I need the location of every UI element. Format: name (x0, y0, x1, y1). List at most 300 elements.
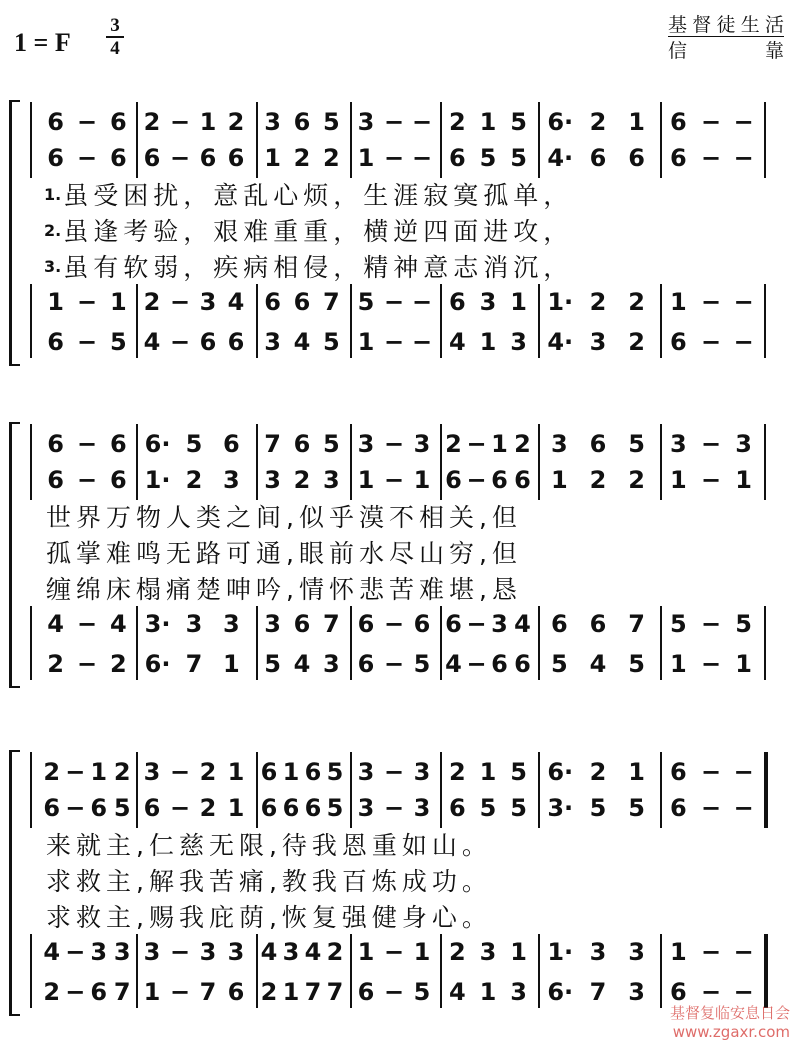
verse-number: 3. (44, 256, 62, 276)
note: 1 (357, 328, 375, 356)
barline (350, 752, 352, 828)
note: 6 (47, 466, 64, 494)
note: − (700, 938, 722, 966)
note: − (65, 938, 86, 966)
note: 6 (90, 978, 108, 1006)
barline (30, 424, 32, 500)
barline (538, 424, 540, 500)
note: 6 (357, 610, 375, 638)
note: 5 (109, 328, 127, 356)
note: 2 (589, 108, 607, 136)
note: 6 (199, 144, 217, 172)
note: 1 (479, 108, 497, 136)
note: 5 (322, 328, 340, 356)
note: 6 (282, 794, 300, 822)
note: − (169, 144, 191, 172)
note: − (383, 610, 405, 638)
note: 4 (304, 938, 322, 966)
note: 2 (143, 108, 161, 136)
note: 1 (227, 794, 245, 822)
note: 1· (547, 938, 574, 966)
note: 7 (322, 288, 340, 316)
barline (350, 934, 352, 1008)
note: − (169, 938, 191, 966)
note: 6 (445, 466, 462, 494)
note: 3 (413, 794, 431, 822)
note: − (383, 794, 405, 822)
note: 1 (413, 466, 431, 494)
note: 2 (227, 108, 245, 136)
lyric-text: 孤掌难鸣无路可通,眼前水尽山穷,但 (46, 539, 522, 568)
note: − (169, 794, 191, 822)
note: 5 (413, 978, 431, 1006)
note: 6 (448, 288, 466, 316)
note: 7 (589, 978, 607, 1006)
note: − (733, 794, 754, 822)
note: 6 (143, 794, 161, 822)
note: − (383, 758, 405, 786)
note: − (466, 610, 487, 638)
note: 2 (293, 466, 311, 494)
note: − (733, 758, 754, 786)
note: 3 (357, 108, 375, 136)
note: 3 (589, 328, 607, 356)
note: 1 (669, 938, 687, 966)
note: 6 (669, 328, 687, 356)
note: 6 (589, 610, 607, 638)
note: 6 (109, 108, 127, 136)
note: 1 (510, 288, 527, 316)
note: 3 (185, 610, 203, 638)
note: 2 (113, 758, 131, 786)
note: − (466, 650, 487, 678)
note: 3 (90, 938, 108, 966)
note: 5 (326, 758, 344, 786)
lyric-text: 虽受困扰，意乱心烦，生涯寂寞孤单， (63, 181, 574, 210)
note: 2 (293, 144, 311, 172)
note: 6 (628, 144, 645, 172)
system-bracket (9, 422, 20, 688)
note: − (169, 758, 191, 786)
note: 3 (669, 430, 687, 458)
note: − (700, 978, 722, 1006)
note: 3 (282, 938, 300, 966)
note: 6 (109, 466, 127, 494)
note: − (700, 466, 722, 494)
note: 3 (264, 466, 281, 494)
note: 6 (514, 466, 531, 494)
note: 6 (90, 794, 108, 822)
note: − (383, 288, 405, 316)
barline (30, 606, 32, 680)
note: 3 (413, 430, 431, 458)
note: 1 (357, 144, 375, 172)
barline (30, 102, 32, 178)
barline (350, 424, 352, 500)
note: − (76, 108, 98, 136)
note: − (733, 978, 754, 1006)
note: − (169, 978, 191, 1006)
lyric-line (44, 826, 764, 862)
note: 2 (185, 466, 203, 494)
note: 5 (326, 794, 344, 822)
lyric-line (44, 498, 764, 534)
note: 2 (43, 978, 61, 1006)
note: 6 (199, 328, 217, 356)
note: 7 (628, 610, 645, 638)
note: 7 (185, 650, 203, 678)
note: 6 (47, 144, 64, 172)
note: 2 (628, 288, 645, 316)
hymn-category: 基督徒生活 (668, 14, 784, 36)
note: 3 (550, 430, 568, 458)
note: 3 (322, 466, 340, 494)
barline (30, 752, 32, 828)
note: 5 (413, 650, 431, 678)
note: 2 (514, 430, 531, 458)
note: 6 (304, 758, 322, 786)
note: − (383, 466, 405, 494)
barline (660, 284, 662, 358)
barline (660, 752, 662, 828)
note: 6 (669, 978, 687, 1006)
note: 6 (357, 650, 375, 678)
note: 6 (550, 610, 568, 638)
note: − (700, 144, 722, 172)
note: 6 (260, 794, 278, 822)
barline (764, 102, 766, 178)
note: 1 (479, 978, 497, 1006)
barline (30, 284, 32, 358)
barline (440, 102, 442, 178)
barline (440, 424, 442, 500)
note: 3 (199, 938, 217, 966)
watermark-line1: 基督复临安息日会 (669, 1004, 790, 1022)
note: 3· (547, 794, 574, 822)
note: 6· (547, 758, 574, 786)
note: 2 (322, 144, 340, 172)
barline (538, 284, 540, 358)
note: 6 (293, 610, 311, 638)
barline (538, 606, 540, 680)
note: 3 (264, 108, 281, 136)
note: 4 (47, 610, 64, 638)
note: 1 (109, 288, 127, 316)
lyric-line (44, 212, 764, 248)
barline (350, 284, 352, 358)
note: 4 (448, 328, 466, 356)
barline (660, 934, 662, 1008)
barline (538, 102, 540, 178)
note: − (466, 466, 487, 494)
note: 6 (448, 794, 466, 822)
note: 4· (547, 328, 574, 356)
barline (440, 934, 442, 1008)
note: 3· (144, 610, 171, 638)
note: 4 (293, 650, 311, 678)
note: 6 (669, 794, 687, 822)
note: − (383, 108, 405, 136)
note: − (76, 650, 98, 678)
note: 5 (550, 650, 568, 678)
note: 4 (293, 328, 311, 356)
note: 4 (589, 650, 607, 678)
barline (256, 752, 258, 828)
note: 6 (222, 430, 240, 458)
time-signature (104, 16, 126, 58)
note: 1 (143, 978, 161, 1006)
note: 3 (143, 758, 161, 786)
note: − (76, 328, 98, 356)
barline (764, 424, 766, 500)
note: − (65, 758, 86, 786)
note: 2 (628, 466, 645, 494)
note: 6 (47, 108, 64, 136)
note: − (733, 144, 754, 172)
note: 4 (227, 288, 245, 316)
barline (350, 102, 352, 178)
note: − (383, 328, 405, 356)
note: 2 (143, 288, 161, 316)
barline (440, 606, 442, 680)
system-bracket (9, 100, 20, 366)
note: 1 (227, 758, 245, 786)
verse-number: 1. (44, 184, 62, 204)
note: − (76, 288, 98, 316)
barline (136, 934, 138, 1008)
note: − (700, 794, 722, 822)
barline (538, 934, 540, 1008)
score-system (0, 420, 800, 690)
note: − (169, 328, 191, 356)
watermark-line2: www.zgaxr.com (672, 1023, 790, 1041)
note: 1 (357, 466, 375, 494)
note: 3 (589, 938, 607, 966)
note: − (733, 108, 754, 136)
note: − (169, 108, 191, 136)
note: − (733, 938, 754, 966)
note: 3 (322, 650, 340, 678)
note: 6· (144, 650, 171, 678)
note: 5 (185, 430, 203, 458)
note: 5 (510, 144, 527, 172)
note: 1 (47, 288, 64, 316)
note: − (700, 328, 722, 356)
note: 1· (144, 466, 171, 494)
note: − (383, 650, 405, 678)
note: 2 (589, 758, 607, 786)
time-signature-top: 3 (110, 15, 120, 36)
note: 1· (547, 288, 574, 316)
note: 3 (628, 978, 645, 1006)
note: − (76, 430, 98, 458)
lyric-text: 虽有软弱，疾病相侵，精神意志消沉， (63, 253, 574, 282)
note: 6 (293, 108, 311, 136)
note: 5 (479, 144, 497, 172)
lyric-text: 求救主,赐我庇荫,恢复强健身心。 (46, 903, 492, 932)
note: − (383, 430, 405, 458)
note: 5 (510, 794, 527, 822)
note: 6 (109, 144, 127, 172)
note: 2 (47, 650, 64, 678)
note: 6 (491, 650, 508, 678)
note: − (700, 108, 722, 136)
note: 6 (589, 430, 607, 458)
note: 1 (628, 108, 645, 136)
barline (136, 284, 138, 358)
note: 1 (491, 430, 508, 458)
note: 2 (43, 758, 61, 786)
note: 1 (357, 938, 375, 966)
barline (538, 752, 540, 828)
barline (30, 934, 32, 1008)
note: 3 (510, 978, 527, 1006)
note: 4· (547, 144, 574, 172)
note: 1 (669, 466, 687, 494)
note: 6 (669, 108, 687, 136)
note: 4 (445, 650, 462, 678)
note: 2 (326, 938, 344, 966)
note: 3 (628, 938, 645, 966)
barline (256, 284, 258, 358)
barline (440, 284, 442, 358)
lyric-text: 来就主,仁慈无限,待我恩重如山。 (46, 831, 492, 860)
note: 1 (199, 108, 217, 136)
note: − (383, 978, 405, 1006)
note: 7 (264, 430, 281, 458)
barline (256, 424, 258, 500)
note: − (65, 794, 86, 822)
score-system (0, 748, 800, 1018)
note: 6 (491, 466, 508, 494)
note: 3 (227, 938, 245, 966)
barline (256, 934, 258, 1008)
barline (440, 752, 442, 828)
note: 2 (109, 650, 127, 678)
barline (660, 102, 662, 178)
note: − (411, 108, 433, 136)
note: 5 (669, 610, 687, 638)
note: 6 (445, 610, 462, 638)
note: 6 (227, 144, 245, 172)
note: 5 (113, 794, 131, 822)
note: 6 (143, 144, 161, 172)
barline (256, 606, 258, 680)
note: − (466, 430, 487, 458)
barline (136, 102, 138, 178)
barline (350, 606, 352, 680)
note: 6 (357, 978, 375, 1006)
note: 4 (260, 938, 278, 966)
note: 2 (589, 288, 607, 316)
note: 2 (448, 938, 466, 966)
note: 3 (479, 938, 497, 966)
note: 6 (448, 144, 466, 172)
note: 3 (357, 430, 375, 458)
note: 7 (199, 978, 217, 1006)
note: 1 (479, 328, 497, 356)
note: 5 (264, 650, 281, 678)
key-signature: 1 = F (14, 28, 71, 57)
note: 6 (264, 288, 281, 316)
note: − (700, 610, 722, 638)
note: 6· (547, 978, 574, 1006)
note: 6 (293, 430, 311, 458)
note: 3 (479, 288, 497, 316)
barline (660, 606, 662, 680)
note: 5 (735, 610, 752, 638)
note: 3 (735, 430, 752, 458)
note: 5 (628, 430, 645, 458)
lyric-text: 世界万物人类之间,似乎漠不相关,但 (46, 503, 522, 532)
barline (136, 752, 138, 828)
note: 2 (445, 430, 462, 458)
note: 2 (448, 758, 466, 786)
note: 3 (510, 328, 527, 356)
note: 6 (43, 794, 61, 822)
time-signature-bottom: 4 (110, 38, 120, 59)
lyric-line (44, 862, 764, 898)
note: 1 (282, 758, 300, 786)
note: 3 (413, 758, 431, 786)
note: − (411, 144, 433, 172)
barline (136, 606, 138, 680)
note: 2 (199, 794, 217, 822)
note: 6 (514, 650, 531, 678)
note: 1 (510, 938, 527, 966)
note: 4 (448, 978, 466, 1006)
note: − (383, 144, 405, 172)
note: 6 (109, 430, 127, 458)
score-system (0, 98, 800, 368)
note: − (383, 938, 405, 966)
note: 3 (491, 610, 508, 638)
note: 6 (669, 144, 687, 172)
note: − (65, 978, 86, 1006)
note: − (411, 328, 433, 356)
note: 6 (293, 288, 311, 316)
note: 1 (90, 758, 108, 786)
note: 1 (669, 650, 687, 678)
note: 1 (669, 288, 687, 316)
note: 6 (47, 430, 64, 458)
note: 3 (222, 610, 240, 638)
lyric-line (44, 534, 764, 570)
note: − (700, 430, 722, 458)
note: − (733, 288, 754, 316)
note: 4 (514, 610, 531, 638)
lyric-line (44, 570, 764, 606)
note: 7 (113, 978, 131, 1006)
note: 7 (326, 978, 344, 1006)
note: 5 (628, 794, 645, 822)
watermark (670, 1004, 790, 1042)
note: − (733, 328, 754, 356)
barline (764, 284, 766, 358)
note: 6· (547, 108, 574, 136)
barline (764, 752, 768, 828)
note: 1 (735, 650, 752, 678)
note: 6 (227, 328, 245, 356)
hymn-title: 信靠 (668, 40, 784, 62)
note: − (700, 650, 722, 678)
note: 2 (199, 758, 217, 786)
note: 1 (550, 466, 568, 494)
lyric-text: 求救主,解我苦痛,教我百炼成功。 (46, 867, 492, 896)
note: 1 (628, 758, 645, 786)
note: − (169, 288, 191, 316)
note: − (700, 288, 722, 316)
